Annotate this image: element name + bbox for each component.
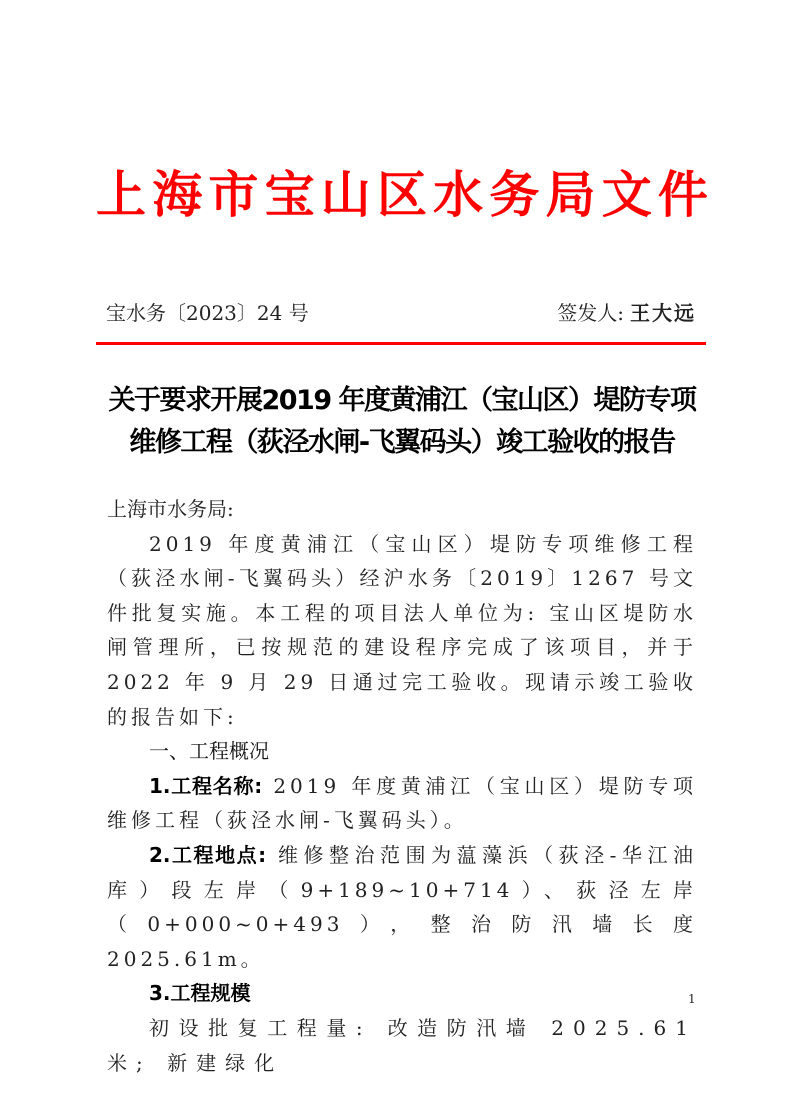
masthead-char: 局 [545, 165, 596, 224]
salutation: 上海市水务局: [107, 497, 234, 521]
document-number: 宝水务〔2023〕24 号 [106, 301, 309, 325]
item-project-scale-heading: 3.工程规模 [149, 981, 251, 1006]
title-line-1: 关于要求开展2019 年度黄浦江（宝山区）堤防专项 [108, 385, 696, 416]
document-info-line [106, 298, 696, 328]
masthead-char: 区 [376, 165, 427, 224]
item-project-location [107, 838, 697, 976]
item-text: 2019 年度黄浦江（宝山区）堤防专项维修工程（荻泾水闸-飞翼码头）。 [107, 773, 697, 833]
document-body [107, 492, 697, 1080]
masthead-char: 海 [152, 165, 203, 224]
item-label: 2.工程地点: [149, 842, 267, 867]
masthead-char: 上 [96, 165, 146, 224]
masthead-char: 件 [657, 165, 708, 224]
signer-label: 签发人: [557, 301, 624, 325]
signer [557, 298, 696, 328]
section-heading-overview: 一、工程概况 [149, 739, 269, 764]
masthead-char: 文 [601, 165, 652, 224]
item-project-scale-text: 初设批复工程量: 改造防汛墙 2025.61 米; 新建绿化 [107, 1015, 697, 1075]
masthead-title [96, 160, 708, 230]
signer-name: 王大远 [630, 301, 696, 325]
item-text: 维修整治范围为蕰藻浜（荻泾-华江油库）段左岸（9+189~10+714）、荻泾左岸（0+000~0+493），整治防汛墙长度 2025.61m。 [107, 842, 697, 971]
title-line-2: 维修工程（荻泾水闸-飞翼码头）竣工验收的报告 [129, 427, 675, 458]
red-divider-rule [96, 342, 706, 345]
masthead-char: 市 [208, 165, 259, 224]
page-number: 1 [688, 992, 696, 1006]
masthead-char: 宝 [264, 165, 315, 224]
masthead-char: 水 [433, 165, 484, 224]
item-label: 1.工程名称: [149, 773, 263, 798]
document-title [96, 380, 708, 464]
masthead-char: 山 [320, 165, 371, 224]
masthead-char: 务 [489, 165, 540, 224]
item-project-name [107, 769, 697, 838]
intro-paragraph: 2019 年度黄浦江（宝山区）堤防专项维修工程（荻泾水闸-飞翼码头）经沪水务〔2019〕1267 号文件批复实施。本工程的项目法人单位为: 宝山区堤防水闸管理所，已按规范的建设程序完成了该项目，并于 2022 年 9 月 29 日通过完工验收。现请示竣工验收的报告如下: [107, 531, 697, 729]
